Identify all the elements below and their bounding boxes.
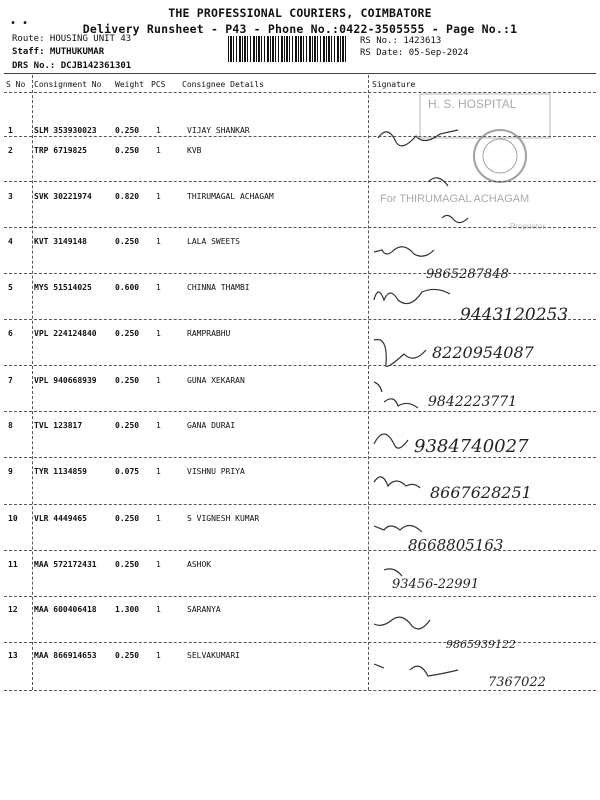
row-pcs: 1 [156, 283, 161, 292]
signature-stroke [428, 178, 448, 186]
signature-stroke [378, 130, 458, 146]
row-sno: 6 [8, 329, 13, 338]
handwritten-signature [368, 654, 593, 708]
handwritten-signature [368, 606, 593, 660]
row-consignment-no: SLM 353930023 [34, 126, 97, 135]
handwritten-phone: 9443120253 [460, 305, 569, 325]
handwritten-phone: 8667628251 [430, 483, 532, 502]
row-consignee: ASHOK [187, 560, 212, 569]
signature-stroke [374, 525, 422, 532]
row-pcs: 1 [156, 651, 161, 660]
col-signature: Signature [372, 80, 416, 89]
route-label: Route: HOUSING UNIT 43 [12, 34, 132, 44]
row-consignment-no: VPL 940668939 [34, 376, 97, 385]
row-weight: 0.250 [115, 376, 140, 385]
handwritten-phone: 7367022 [488, 675, 546, 690]
col-consignment: Consignment No [34, 80, 102, 89]
handwritten-signature [368, 558, 593, 612]
signature-stroke [374, 664, 458, 676]
handwritten-signature [368, 278, 593, 332]
row-pcs: 1 [156, 421, 161, 430]
row-consignee: LALA SWEETS [187, 237, 240, 246]
row-weight: 0.250 [115, 237, 140, 246]
row-weight: 0.250 [115, 329, 140, 338]
handwritten-phone: 9865939122 [446, 638, 516, 651]
signature-stroke [374, 617, 430, 629]
signature-stroke [374, 340, 426, 367]
col-sno: S No [6, 80, 26, 89]
company-title: THE PROFESSIONAL COURIERS, COIMBATORE [168, 6, 432, 20]
row-sno: 10 [8, 514, 18, 523]
row-consignee: KVB [187, 146, 202, 155]
scan-speck: • • [10, 18, 29, 29]
col-divider [32, 75, 33, 690]
row-weight: 0.250 [115, 421, 140, 430]
row-pcs: 1 [156, 237, 161, 246]
row-weight: 0.820 [115, 192, 140, 201]
col-weight: Weight [115, 80, 144, 89]
row-sno: 13 [8, 651, 18, 660]
stamp-line3: Proprietor [510, 222, 546, 231]
handwritten-phone: 9384740027 [414, 436, 529, 457]
row-weight: 1.300 [115, 605, 140, 614]
row-consignee: GUNA XEKARAN [187, 376, 245, 385]
row-weight: 0.075 [115, 467, 140, 476]
row-weight: 0.250 [115, 560, 140, 569]
rs-number: RS No.: 1423613 [360, 36, 442, 46]
row-pcs: 1 [156, 467, 161, 476]
row-pcs: 1 [156, 126, 161, 135]
col-pcs: PCS [151, 80, 166, 89]
barcode [228, 36, 346, 62]
row-consignment-no: MYS 51514025 [34, 283, 92, 292]
row-pcs: 1 [156, 376, 161, 385]
row-pcs: 1 [156, 146, 161, 155]
drs-number: DRS No.: DCJB142361301 [12, 61, 132, 71]
row-sno: 2 [8, 146, 13, 155]
row-consignee: RAMPRABHU [187, 329, 231, 338]
row-sno: 3 [8, 192, 13, 201]
table-top-rule [4, 73, 596, 74]
row-sno: 5 [8, 283, 13, 292]
row-sno: 9 [8, 467, 13, 476]
handwritten-signature [368, 510, 593, 564]
row-consignment-no: MAA 600406418 [34, 605, 97, 614]
row-weight: 0.250 [115, 146, 140, 155]
row-consignee: S VIGNESH KUMAR [187, 514, 260, 523]
row-consignment-no: KVT 3149148 [34, 237, 87, 246]
signature-stroke [442, 215, 468, 222]
handwritten-phone: 9865287848 [426, 267, 509, 282]
signature-stroke [374, 382, 418, 408]
row-sno: 12 [8, 605, 18, 614]
col-consignee: Consignee Details [182, 80, 264, 89]
row-consignment-no: TVL 123817 [34, 421, 83, 430]
row-consignee: VIJAY SHANKAR [187, 126, 250, 135]
handwritten-phone: 93456-22991 [392, 577, 480, 592]
row-pcs: 1 [156, 560, 161, 569]
staff-label: Staff: MUTHUKUMAR [12, 47, 105, 57]
row-weight: 0.600 [115, 283, 140, 292]
row-consignment-no: VLR 4449465 [34, 514, 87, 523]
row-sno: 7 [8, 376, 13, 385]
row-weight: 0.250 [115, 514, 140, 523]
row-weight: 0.250 [115, 126, 140, 135]
row-sno: 1 [8, 126, 13, 135]
row-consignee: SARANYA [187, 605, 221, 614]
row-weight: 0.250 [115, 651, 140, 660]
row-consignment-no: VPL 224124840 [34, 329, 97, 338]
row-consignee: THIRUMAGAL ACHAGAM [187, 192, 274, 201]
handwritten-phone: 8668805163 [408, 536, 504, 554]
row-sno: 4 [8, 237, 13, 246]
row-sno: 8 [8, 421, 13, 430]
row-pcs: 1 [156, 514, 161, 523]
signature-stroke [374, 289, 450, 303]
signature-stroke [374, 247, 434, 256]
row-pcs: 1 [156, 192, 161, 201]
signature-stroke [374, 477, 420, 488]
handwritten-phone: 8220954087 [432, 343, 534, 362]
row-consignee: GANA DURAI [187, 421, 236, 430]
row-consignment-no: SVK 30221974 [34, 192, 92, 201]
row-consignment-no: TYR 1134859 [34, 467, 87, 476]
row-pcs: 1 [156, 329, 161, 338]
runsheet-title: Delivery Runsheet - P43 - Phone No.:0422-3505555 - Page No.:1 [82, 22, 518, 36]
row-consignee: SELVAKUMARI [187, 651, 240, 660]
row-consignment-no: MAA 572172431 [34, 560, 97, 569]
handwritten-phone: 9842223771 [428, 394, 518, 410]
stamp-line2: For THIRUMAGAL ACHAGAM [380, 193, 530, 205]
row-consignment-no: TRP 6719825 [34, 146, 87, 155]
row-pcs: 1 [156, 605, 161, 614]
stamp-line1: H. S. HOSPITAL [428, 97, 517, 111]
rs-date: RS Date: 05-Sep-2024 [360, 48, 469, 58]
row-sno: 11 [8, 560, 18, 569]
signature-stroke [374, 434, 408, 448]
row-consignment-no: MAA 866914653 [34, 651, 97, 660]
row-consignee: CHINNA THAMBI [187, 283, 250, 292]
row-consignee: VISHNU PRIYA [187, 467, 245, 476]
handwritten-signature [368, 372, 593, 426]
signature-stroke [384, 569, 402, 576]
